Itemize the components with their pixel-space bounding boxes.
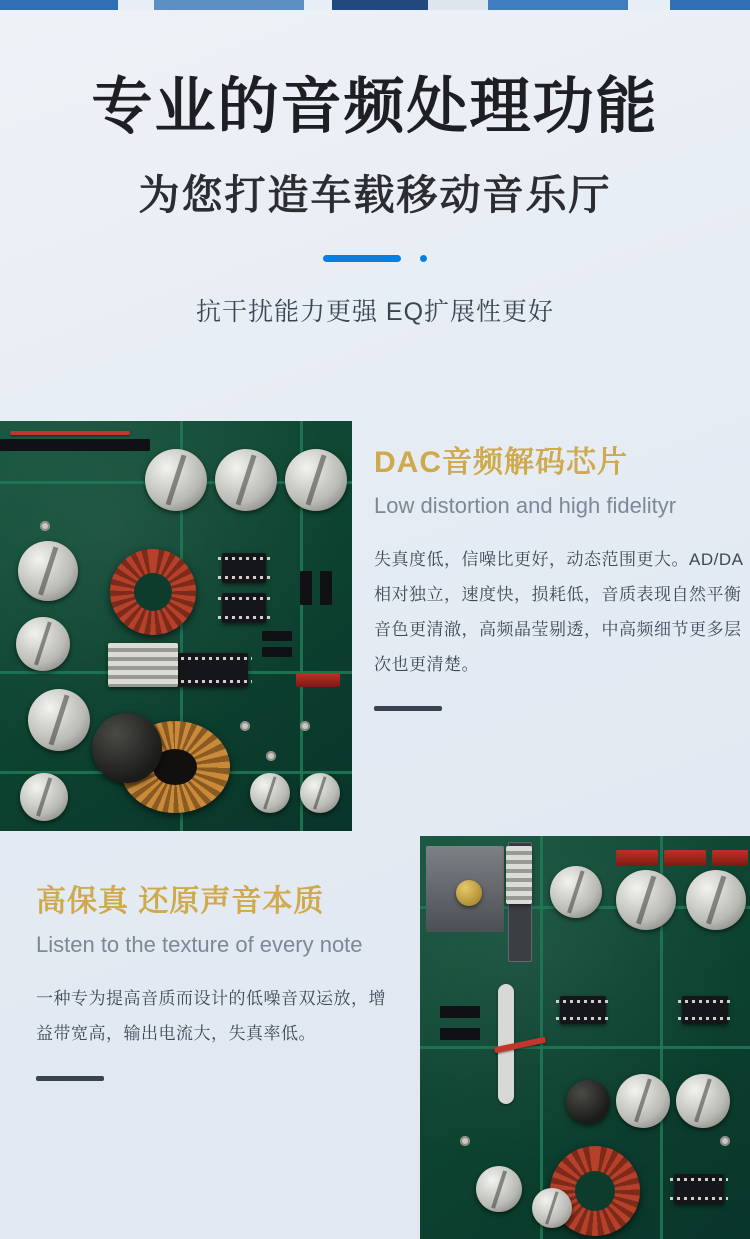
amplifier-board-image: [420, 836, 750, 1239]
hifi-subtitle-en: Listen to the texture of every note: [36, 932, 363, 957]
divider-bar: [323, 255, 401, 262]
hifi-body-text: 一种专为提高音质而设计的低噪音双运放，增益带宽高，输出电流大，失真率低。: [36, 989, 386, 1043]
pcb-artwork: [0, 421, 352, 831]
hifi-text-block: [36, 876, 436, 1081]
hero-tagline: 抗干扰能力更强 EQ扩展性更好: [195, 298, 555, 327]
section-hifi: [0, 836, 750, 1239]
dac-board-image: [0, 421, 352, 831]
page-title: 专业的音频处理功能: [91, 72, 659, 140]
dac-rule: [374, 706, 442, 711]
accent-divider: [323, 255, 427, 262]
pcb-artwork: [420, 836, 750, 1239]
hifi-rule: [36, 1076, 104, 1081]
hero-section: [0, 0, 750, 328]
dac-subtitle-en: Low distortion and high fidelityr: [374, 493, 677, 518]
dac-title: DAC音频解码芯片: [374, 446, 628, 479]
dac-body-text: 失真度低，信噪比更好，动态范围更大。AD/DA相对独立，速度快，损耗低，音质表现自然平衡音色更清澈，高频晶莹剔透，中高频细节更多层次也更清楚。: [374, 550, 744, 674]
section-dac: [0, 421, 750, 831]
page-subtitle: 为您打造车载移动音乐厅: [138, 172, 612, 219]
divider-dot: [420, 255, 427, 262]
dac-text-block: [374, 437, 750, 711]
hifi-title: 高保真 还原声音本质: [36, 885, 325, 918]
